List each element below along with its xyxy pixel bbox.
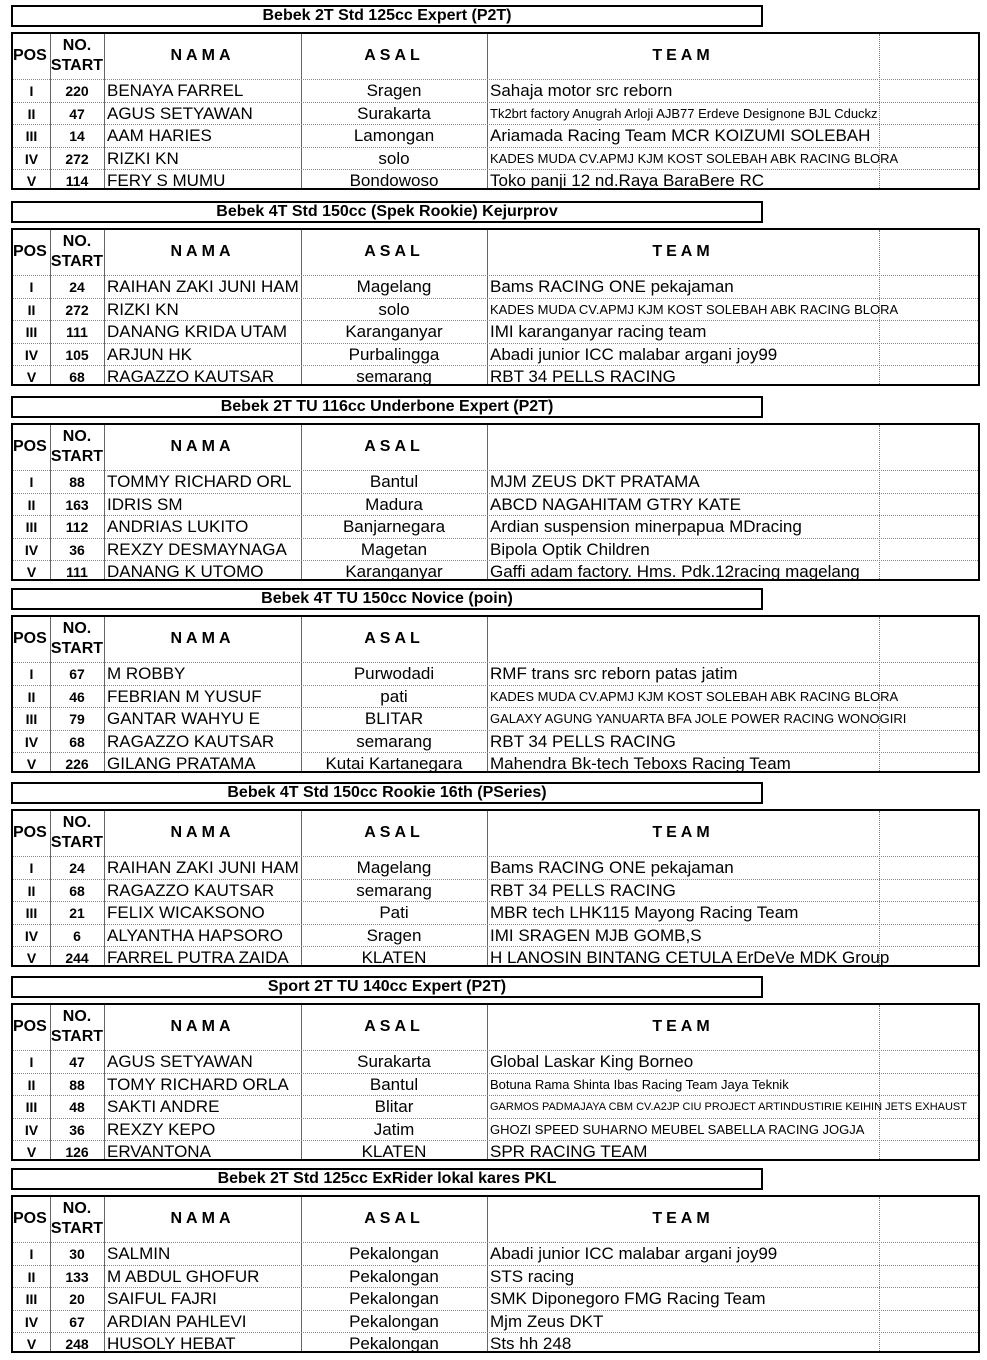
rider-name-cell: DANANG K UTOMO	[107, 562, 264, 581]
rider-name-cell: SAIFUL FAJRI	[107, 1289, 217, 1308]
start-number-cell: 48	[69, 1099, 85, 1115]
rider-name-cell: GANTAR WAHYU E	[107, 709, 261, 728]
header-team	[487, 617, 879, 660]
rider-name-cell: SAKTI ANDRE	[107, 1097, 220, 1116]
start-number-cell: 272	[65, 150, 89, 167]
team-cell: Mahendra Bk-tech Teboxs Racing Team	[490, 754, 791, 773]
position-cell: IV	[24, 150, 39, 167]
table-row	[13, 365, 978, 388]
table-row	[13, 1310, 978, 1333]
origin-cell: Pati	[379, 903, 409, 922]
header-pos: POS	[13, 1018, 47, 1035]
table-header	[13, 1197, 978, 1240]
rider-name-cell: HUSOLY HEBAT	[107, 1334, 236, 1353]
rider-name-cell: ERVANTONA	[107, 1142, 211, 1161]
rider-name-cell: FEBRIAN M YUSUF	[107, 686, 262, 706]
start-number-cell: 68	[69, 733, 85, 750]
start-number-cell: 112	[65, 519, 89, 535]
table-row	[13, 102, 978, 125]
table-header	[13, 34, 978, 77]
start-number-cell: 111	[66, 564, 88, 580]
results-table	[11, 32, 980, 190]
position-cell: IV	[24, 1121, 39, 1138]
position-cell: V	[26, 564, 37, 580]
position-cell: IV	[24, 1313, 39, 1330]
header-no-start	[50, 230, 104, 273]
position-cell: II	[27, 1268, 36, 1285]
rider-name-cell: RIZKI KN	[107, 299, 179, 319]
start-number-cell: 88	[69, 1076, 85, 1093]
rider-name-cell: AAM HARIES	[107, 126, 212, 145]
origin-cell: Sragen	[366, 81, 422, 100]
origin-cell: Pekalongan	[349, 1244, 439, 1263]
header-no-line2: START	[50, 253, 104, 270]
origin-cell: Magelang	[356, 277, 432, 296]
results-table	[11, 615, 980, 773]
table-row	[13, 1095, 978, 1118]
start-number-cell: 46	[69, 688, 85, 705]
position-cell: III	[25, 324, 38, 340]
header-no-line1: NO.	[62, 233, 92, 250]
rider-name-cell: ANDRIAS LUKITO	[107, 517, 249, 536]
start-number-cell: 68	[69, 369, 85, 385]
header-team: TEAM	[652, 47, 714, 64]
start-number-cell: 79	[69, 711, 85, 727]
table-row	[13, 707, 978, 730]
start-number-cell: 24	[69, 279, 85, 295]
header-asal: ASAL	[364, 243, 424, 260]
team-cell: RBT 34 PELLS RACING	[490, 367, 676, 386]
table-row	[13, 124, 978, 147]
table-row	[13, 946, 978, 969]
table-header	[13, 617, 978, 660]
results-table	[11, 809, 980, 967]
table-row	[13, 1242, 978, 1265]
table-row	[13, 1140, 978, 1163]
table-row	[13, 730, 978, 753]
team-cell: Sahaja motor src reborn	[490, 81, 673, 100]
table-row	[13, 685, 978, 708]
start-number-cell: 68	[69, 882, 85, 899]
header-no-line2: START	[50, 834, 104, 851]
position-cell: II	[27, 105, 36, 122]
start-number-cell: 244	[65, 950, 89, 966]
table-row	[13, 901, 978, 924]
section-title: Bebek 2T TU 116cc Underbone Expert (P2T)	[11, 396, 763, 418]
header-no-line2: START	[50, 448, 104, 465]
origin-cell: Sragen	[366, 925, 422, 945]
table-row	[13, 169, 978, 192]
team-cell: Global Laskar King Borneo	[490, 1052, 694, 1071]
start-number-cell: 67	[69, 666, 85, 682]
origin-cell: Pekalongan	[349, 1289, 439, 1308]
team-cell: SMK Diponegoro FMG Racing Team	[490, 1289, 766, 1308]
position-cell: III	[25, 128, 38, 144]
table-row	[13, 560, 978, 583]
table-row	[13, 662, 978, 685]
table-row	[13, 1050, 978, 1073]
rider-name-cell: RAGAZZO KAUTSAR	[107, 880, 275, 900]
team-cell: Ariamada Racing Team MCR KOIZUMI SOLEBAH	[490, 126, 871, 145]
origin-cell: semarang	[356, 880, 432, 900]
start-number-cell: 36	[69, 1121, 85, 1138]
origin-cell: KLATEN	[361, 1142, 427, 1161]
origin-cell: Pekalongan	[349, 1266, 439, 1286]
position-cell: II	[27, 301, 36, 318]
origin-cell: pati	[380, 686, 408, 706]
team-cell: H LANOSIN BINTANG CETULA ErDeVe MDK Group	[490, 948, 890, 967]
origin-cell: Madura	[365, 494, 423, 514]
table-row	[13, 298, 978, 321]
origin-cell: Karanganyar	[345, 322, 443, 341]
position-cell: V	[26, 950, 37, 966]
header-pos: POS	[13, 1210, 47, 1227]
team-cell: Abadi junior ICC malabar argani joy99	[490, 344, 778, 364]
header-nama: NAMA	[170, 630, 235, 647]
table-row	[13, 515, 978, 538]
start-number-cell: 226	[65, 756, 89, 772]
header-pos: POS	[13, 824, 47, 841]
section-title: Bebek 4T TU 150cc Novice (poin)	[11, 588, 763, 610]
table-row	[13, 924, 978, 947]
table-row	[13, 1287, 978, 1310]
team-cell: IMI karanganyar racing team	[490, 322, 707, 341]
team-cell: IMI SRAGEN MJB GOMB,S	[490, 925, 702, 945]
start-number-cell: 30	[69, 1246, 85, 1262]
rider-name-cell: FERY S MUMU	[107, 171, 226, 190]
header-asal: ASAL	[364, 630, 424, 647]
table-row	[13, 493, 978, 516]
table-row	[13, 856, 978, 879]
rider-name-cell: M ROBBY	[107, 664, 186, 683]
origin-cell: Surakarta	[357, 103, 431, 123]
position-cell: I	[29, 1054, 34, 1070]
table-header	[13, 425, 978, 468]
team-cell: MBR tech LHK115 Mayong Racing Team	[490, 903, 799, 922]
header-nama: NAMA	[170, 47, 235, 64]
team-cell: Abadi junior ICC malabar argani joy99	[490, 1244, 778, 1263]
position-cell: IV	[24, 927, 39, 944]
results-table	[11, 1195, 980, 1353]
origin-cell: solo	[378, 299, 410, 319]
origin-cell: Karanganyar	[345, 562, 443, 581]
origin-cell: semarang	[356, 367, 432, 386]
header-no-start	[50, 811, 104, 854]
position-cell: III	[25, 1099, 38, 1115]
team-cell: Ardian suspension minerpapua MDracing	[490, 517, 802, 536]
team-cell: GARMOS PADMAJAYA CBM CV.A2JP CIU PROJECT ARTINDUSTIRIE KEIHIN JETS EXHAUST	[490, 1101, 967, 1113]
header-asal: ASAL	[364, 1018, 424, 1035]
header-pos: POS	[13, 630, 47, 647]
origin-cell: Surakarta	[357, 1052, 431, 1071]
origin-cell: KLATEN	[361, 948, 427, 967]
position-cell: V	[26, 369, 37, 385]
start-number-cell: 88	[69, 474, 85, 490]
header-no-start	[50, 617, 104, 660]
table-row	[13, 320, 978, 343]
position-cell: I	[29, 1246, 34, 1262]
origin-cell: Bantul	[369, 1074, 419, 1094]
header-pos: POS	[13, 438, 47, 455]
header-nama: NAMA	[170, 1210, 235, 1227]
rider-name-cell: REXZY DESMAYNAGA	[107, 539, 287, 559]
rider-name-cell: SALMIN	[107, 1244, 171, 1263]
rider-name-cell: ALYANTHA HAPSORO	[107, 925, 284, 945]
table-header	[13, 230, 978, 273]
team-cell: Tk2brt factory Anugrah Arloji AJB77 Erdeve Designone BJL Cduckz	[490, 105, 878, 121]
team-cell: Botuna Rama Shinta Ibas Racing Team Jaya Teknik	[490, 1076, 789, 1092]
origin-cell: Magelang	[356, 858, 432, 877]
start-number-cell: 36	[69, 541, 85, 558]
team-cell: MJM ZEUS DKT PRATAMA	[490, 472, 700, 491]
table-row	[13, 147, 978, 170]
results-table	[11, 423, 980, 581]
rider-name-cell: BENAYA FARREL	[107, 81, 244, 100]
position-cell: I	[29, 83, 34, 99]
results-table	[11, 228, 980, 386]
rider-name-cell: FARREL PUTRA ZAIDA	[107, 948, 289, 967]
header-no-start	[50, 1005, 104, 1048]
header-no-start	[50, 1197, 104, 1240]
team-cell: Gaffi adam factory. Hms. Pdk.12racing magelang	[490, 562, 860, 581]
header-team	[487, 425, 879, 468]
position-cell: I	[29, 474, 34, 490]
header-no-line1: NO.	[62, 1008, 92, 1025]
origin-cell: Pekalongan	[349, 1311, 439, 1331]
start-number-cell: 272	[65, 301, 89, 318]
position-cell: V	[26, 1144, 37, 1160]
start-number-cell: 248	[65, 1336, 89, 1352]
rider-name-cell: RAIHAN ZAKI JUNI HAM	[107, 277, 299, 296]
header-asal: ASAL	[364, 824, 424, 841]
origin-cell: Kutai Kartanegara	[325, 754, 463, 773]
origin-cell: Pekalongan	[349, 1334, 439, 1353]
start-number-cell: 105	[65, 346, 89, 363]
team-cell: KADES MUDA CV.APMJ KJM KOST SOLEBAH ABK RACING BLORA	[490, 301, 899, 317]
header-team: TEAM	[652, 243, 714, 260]
header-team: TEAM	[652, 1210, 714, 1227]
position-cell: IV	[24, 346, 39, 363]
section-title: Bebek 4T Std 150cc (Spek Rookie) Kejurprov	[11, 201, 763, 223]
header-no-line1: NO.	[62, 37, 92, 54]
team-cell: Sts hh 248	[490, 1334, 572, 1353]
rider-name-cell: RAGAZZO KAUTSAR	[107, 731, 275, 751]
header-no-line2: START	[50, 640, 104, 657]
origin-cell: Banjarnegara	[342, 517, 446, 536]
team-cell: STS racing	[490, 1266, 575, 1286]
position-cell: II	[27, 688, 36, 705]
start-number-cell: 114	[65, 173, 89, 189]
header-asal: ASAL	[364, 438, 424, 455]
origin-cell: Bondowoso	[349, 171, 439, 190]
origin-cell: Blitar	[374, 1097, 414, 1116]
header-no-line1: NO.	[62, 1200, 92, 1217]
header-no-start	[50, 425, 104, 468]
start-number-cell: 47	[69, 1054, 85, 1070]
header-no-line2: START	[50, 1220, 104, 1237]
team-cell: RMF trans src reborn patas jatim	[490, 664, 738, 683]
header-no-line2: START	[50, 1028, 104, 1045]
origin-cell: Bantul	[369, 472, 419, 491]
team-cell: SPR RACING TEAM	[490, 1142, 648, 1161]
rider-name-cell: DANANG KRIDA UTAM	[107, 322, 288, 341]
header-team: TEAM	[652, 824, 714, 841]
position-cell: II	[27, 1076, 36, 1093]
start-number-cell: 126	[65, 1144, 89, 1160]
team-cell: Bams RACING ONE pekajaman	[490, 858, 734, 877]
rider-name-cell: TOMMY RICHARD ORL	[107, 472, 292, 491]
table-row	[13, 879, 978, 902]
start-number-cell: 47	[69, 105, 85, 122]
position-cell: III	[25, 1291, 38, 1307]
table-row	[13, 538, 978, 561]
team-cell: Mjm Zeus DKT	[490, 1311, 604, 1331]
team-cell: GHOZI SPEED SUHARNO MEUBEL SABELLA RACING JOGJA	[490, 1121, 865, 1137]
team-cell: KADES MUDA CV.APMJ KJM KOST SOLEBAH ABK RACING BLORA	[490, 688, 899, 704]
table-row	[13, 275, 978, 298]
team-cell: Toko panji 12 nd.Raya BaraBere RC	[490, 171, 765, 190]
start-number-cell: 111	[66, 324, 88, 340]
position-cell: II	[27, 882, 36, 899]
table-row	[13, 1073, 978, 1096]
table-row	[13, 343, 978, 366]
rider-name-cell: M ABDUL GHOFUR	[107, 1266, 260, 1286]
results-table	[11, 1003, 980, 1161]
position-cell: V	[26, 1336, 37, 1352]
header-nama: NAMA	[170, 243, 235, 260]
start-number-cell: 24	[69, 860, 85, 876]
header-no-line1: NO.	[62, 428, 92, 445]
origin-cell: Magetan	[360, 539, 428, 559]
origin-cell: Purwodadi	[353, 664, 435, 683]
table-header	[13, 1005, 978, 1048]
position-cell: III	[25, 519, 38, 535]
position-cell: V	[26, 756, 37, 772]
rider-name-cell: ARDIAN PAHLEVI	[107, 1311, 247, 1331]
position-cell: II	[27, 496, 36, 513]
origin-cell: solo	[378, 148, 410, 168]
table-row	[13, 1332, 978, 1355]
table-row	[13, 470, 978, 493]
start-number-cell: 163	[65, 496, 89, 513]
team-cell: KADES MUDA CV.APMJ KJM KOST SOLEBAH ABK RACING BLORA	[490, 150, 899, 166]
origin-cell: BLITAR	[364, 709, 424, 728]
position-cell: III	[25, 905, 38, 921]
header-team: TEAM	[652, 1018, 714, 1035]
origin-cell: Purbalingga	[348, 344, 440, 364]
team-cell: GALAXY AGUNG YANUARTA BFA JOLE POWER RACING WONOGIRI	[490, 711, 907, 726]
start-number-cell: 133	[65, 1268, 89, 1285]
rider-name-cell: AGUS SETYAWAN	[107, 1052, 253, 1071]
header-asal: ASAL	[364, 1210, 424, 1227]
table-row	[13, 1265, 978, 1288]
position-cell: IV	[24, 541, 39, 558]
start-number-cell: 21	[69, 905, 85, 921]
origin-cell: semarang	[356, 731, 432, 751]
header-no-start	[50, 34, 104, 77]
start-number-cell: 67	[69, 1313, 85, 1330]
section-title: Bebek 2T Std 125cc ExRider lokal kares PKL	[11, 1168, 763, 1190]
position-cell: I	[29, 279, 34, 295]
section-title: Bebek 2T Std 125cc Expert (P2T)	[11, 5, 763, 27]
start-number-cell: 14	[69, 128, 85, 144]
header-pos: POS	[13, 243, 47, 260]
header-no-line2: START	[50, 57, 104, 74]
position-cell: V	[26, 173, 37, 189]
table-header	[13, 811, 978, 854]
rider-name-cell: RAIHAN ZAKI JUNI HAM	[107, 858, 299, 877]
header-asal: ASAL	[364, 47, 424, 64]
table-row	[13, 752, 978, 775]
position-cell: I	[29, 666, 34, 682]
rider-name-cell: FELIX WICAKSONO	[107, 903, 265, 922]
section-title: Sport 2T TU 140cc Expert (P2T)	[11, 976, 763, 998]
table-row	[13, 1118, 978, 1141]
team-cell: ABCD NAGAHITAM GTRY KATE	[490, 494, 741, 514]
rider-name-cell: REXZY KEPO	[107, 1119, 216, 1139]
header-pos: POS	[13, 47, 47, 64]
start-number-cell: 6	[73, 927, 81, 944]
rider-name-cell: TOMY RICHARD ORLA	[107, 1074, 289, 1094]
start-number-cell: 220	[65, 83, 89, 99]
position-cell: IV	[24, 733, 39, 750]
origin-cell: Jatim	[373, 1119, 415, 1139]
position-cell: I	[29, 860, 34, 876]
header-no-line1: NO.	[62, 814, 92, 831]
team-cell: RBT 34 PELLS RACING	[490, 731, 676, 751]
origin-cell: Lamongan	[353, 126, 435, 145]
header-nama: NAMA	[170, 438, 235, 455]
table-row	[13, 79, 978, 102]
position-cell: III	[25, 711, 38, 727]
rider-name-cell: GILANG PRATAMA	[107, 754, 256, 773]
rider-name-cell: RAGAZZO KAUTSAR	[107, 367, 275, 386]
rider-name-cell: RIZKI KN	[107, 148, 179, 168]
team-cell: Bipola Optik Children	[490, 539, 650, 559]
team-cell: RBT 34 PELLS RACING	[490, 880, 676, 900]
header-nama: NAMA	[170, 824, 235, 841]
header-no-line1: NO.	[62, 620, 92, 637]
rider-name-cell: AGUS SETYAWAN	[107, 103, 253, 123]
start-number-cell: 20	[69, 1291, 85, 1307]
rider-name-cell: ARJUN HK	[107, 344, 193, 364]
header-nama: NAMA	[170, 1018, 235, 1035]
team-cell: Bams RACING ONE pekajaman	[490, 277, 734, 296]
section-title: Bebek 4T Std 150cc Rookie 16th (PSeries)	[11, 782, 763, 804]
rider-name-cell: IDRIS SM	[107, 494, 183, 514]
